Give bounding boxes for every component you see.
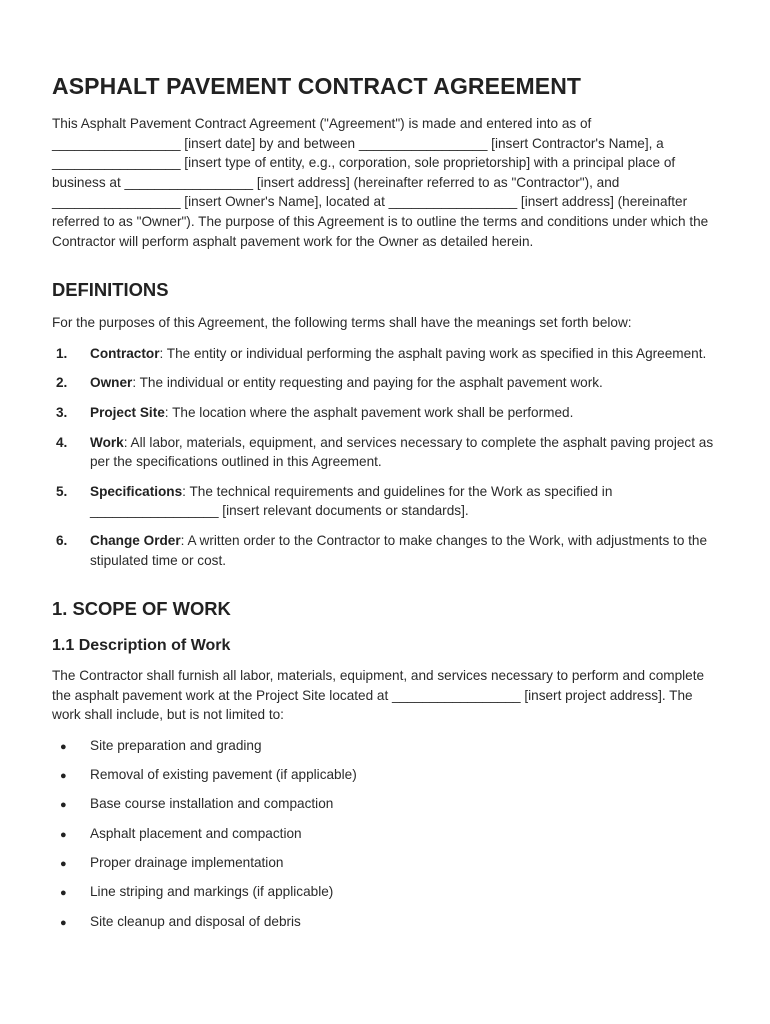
definition-text: : The entity or individual performing the asphalt paving work as specified in this Agreement. xyxy=(159,345,707,361)
definition-text: : The location where the asphalt pavement work shall be performed. xyxy=(164,404,574,420)
list-item xyxy=(52,824,718,844)
definition-number: 1. xyxy=(56,345,68,361)
list-item xyxy=(52,853,718,873)
bullet-icon: ● xyxy=(60,740,67,753)
bullet-icon: ● xyxy=(60,828,67,841)
definitions-heading: DEFINITIONS xyxy=(52,279,169,301)
list-item xyxy=(52,765,718,785)
scope-paragraph: The Contractor shall furnish all labor, materials, equipment, and services necessary to perform and complete the asphalt pavement work at the Project Site located at _________________ [insert project address]. The work shall include, but is not limited to: xyxy=(52,668,705,723)
list-item-text: Asphalt placement and compaction xyxy=(90,825,302,841)
definition-item xyxy=(52,403,718,423)
definition-item xyxy=(52,433,718,472)
definition-term: Work xyxy=(90,434,124,450)
list-item xyxy=(52,912,718,932)
definition-item xyxy=(52,531,718,570)
bullet-icon: ● xyxy=(60,799,67,812)
definition-item xyxy=(52,344,718,364)
work-items-list xyxy=(52,736,718,931)
list-item xyxy=(52,794,718,814)
definition-text: : All labor, materials, equipment, and services necessary to complete the asphalt paving project as per the specifications outlined in this Agreement. xyxy=(90,434,714,470)
list-item-text: Site preparation and grading xyxy=(90,737,262,753)
definition-number: 2. xyxy=(56,375,68,391)
definitions-intro: For the purposes of this Agreement, the following terms shall have the meanings set forth below: xyxy=(52,315,632,331)
intro-paragraph: This Asphalt Pavement Contract Agreement ("Agreement") is made and entered into as of _________________ [insert date] by and between _________________ [insert Contractor's Name], a _________________ [insert type of entity, e.g., corporation, sole proprietorship] with a principal place of business at _________________ [insert address] (hereinafter referred to as "Contractor"), and _________________ [insert Owner's Name], located at _________________ [insert address] (hereinafter referred to as "Owner"). The purpose of this Agreement is to outline the terms and conditions under which the Contractor will perform asphalt pavement work for the Owner as detailed herein. xyxy=(52,116,709,249)
bullet-icon: ● xyxy=(60,916,67,929)
list-item-text: Base course installation and compaction xyxy=(90,796,334,812)
bullet-icon: ● xyxy=(60,887,67,900)
definitions-list xyxy=(52,344,718,570)
definition-number: 5. xyxy=(56,483,68,499)
list-item xyxy=(52,882,718,902)
list-item-text: Line striping and markings (if applicable) xyxy=(90,884,334,900)
definition-text: : The technical requirements and guidelines for the Work as specified in _________________ [insert relevant documents or standards]. xyxy=(90,483,613,519)
list-item-text: Proper drainage implementation xyxy=(90,855,284,870)
definition-number: 4. xyxy=(56,434,68,450)
list-item xyxy=(52,736,718,756)
bullet-icon: ● xyxy=(60,770,67,783)
definition-term: Project Site xyxy=(90,404,165,420)
definition-item xyxy=(52,373,718,393)
list-item-text: Site cleanup and disposal of debris xyxy=(90,913,301,929)
definition-number: 6. xyxy=(56,532,68,548)
definition-term: Contractor xyxy=(90,345,160,361)
definition-term: Change Order xyxy=(90,532,181,548)
definition-text: : The individual or entity requesting and paying for the asphalt pavement work. xyxy=(132,375,603,391)
bullet-icon: ● xyxy=(60,858,67,870)
scope-heading: 1. SCOPE OF WORK xyxy=(52,598,231,620)
description-subheading: 1.1 Description of Work xyxy=(52,637,231,655)
definition-term: Specifications xyxy=(90,483,183,499)
definition-term: Owner xyxy=(90,375,133,391)
list-item-text: Removal of existing pavement (if applicable) xyxy=(90,767,357,783)
definition-item xyxy=(52,482,718,521)
definition-number: 3. xyxy=(56,404,68,420)
document-title: ASPHALT PAVEMENT CONTRACT AGREEMENT xyxy=(52,73,582,99)
definition-text: : A written order to the Contractor to make changes to the Work, with adjustments to the stipulated time or cost. xyxy=(90,532,708,568)
